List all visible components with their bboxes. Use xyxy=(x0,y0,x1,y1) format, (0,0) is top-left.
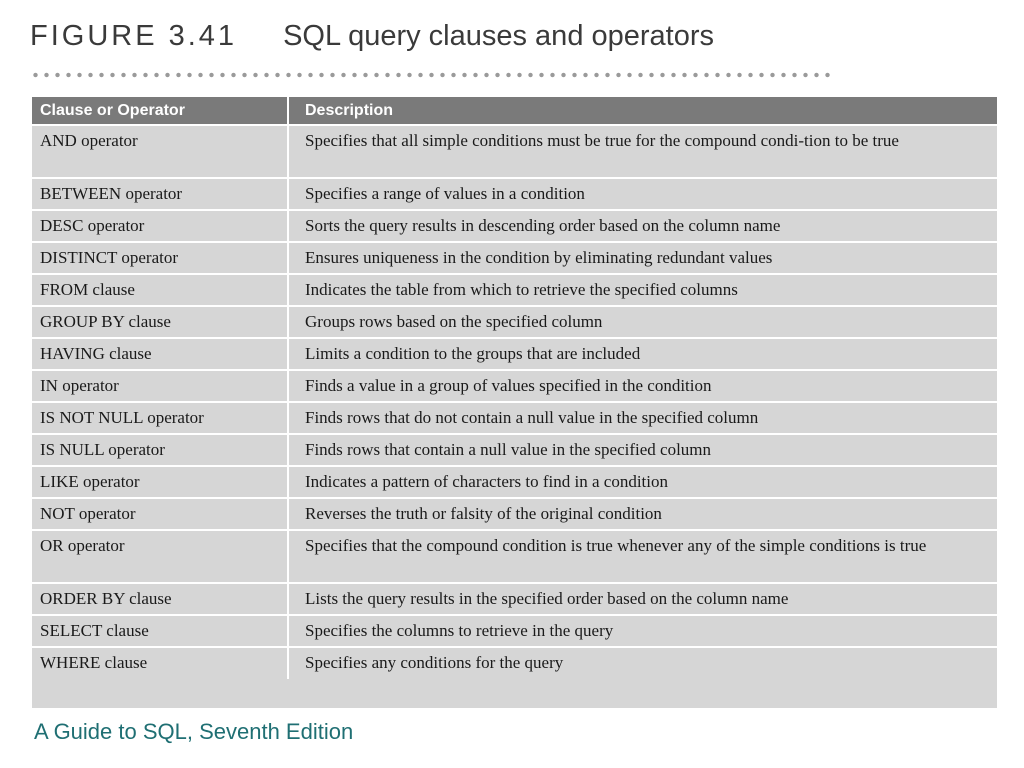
table-row xyxy=(32,210,997,242)
figure-label: FIGURE 3.41 xyxy=(30,20,238,52)
clause-cell: HAVING clause xyxy=(32,338,288,370)
description-cell: Finds rows that contain a null value in the specified column xyxy=(288,434,997,466)
clause-cell: DISTINCT operator xyxy=(32,242,288,274)
footer-caption: A Guide to SQL, Seventh Edition xyxy=(34,719,354,744)
table-row xyxy=(32,583,997,615)
table-row xyxy=(32,498,997,530)
table-row xyxy=(32,306,997,338)
header-description: Description xyxy=(288,97,997,125)
header-clause: Clause or Operator xyxy=(32,97,288,125)
table-body xyxy=(32,125,997,679)
table-row xyxy=(32,125,997,178)
description-cell: Indicates the table from which to retrieve the specified columns xyxy=(288,274,997,306)
clause-cell: FROM clause xyxy=(32,274,288,306)
clause-cell: AND operator xyxy=(32,125,288,178)
clause-cell: DESC operator xyxy=(32,210,288,242)
clause-cell: BETWEEN operator xyxy=(32,178,288,210)
table-row xyxy=(32,434,997,466)
description-cell: Sorts the query results in descending order based on the column name xyxy=(288,210,997,242)
description-cell: Specifies the columns to retrieve in the query xyxy=(288,615,997,647)
table-row xyxy=(32,530,997,583)
clause-cell: WHERE clause xyxy=(32,647,288,679)
description-cell: Lists the query results in the specified order based on the column name xyxy=(288,583,997,615)
clause-cell: NOT operator xyxy=(32,498,288,530)
clause-cell: SELECT clause xyxy=(32,615,288,647)
description-cell: Specifies that all simple conditions must be true for the compound condi-tion to be true xyxy=(288,125,997,178)
description-cell: Finds rows that do not contain a null value in the specified column xyxy=(288,402,997,434)
table-row xyxy=(32,274,997,306)
clause-cell: LIKE operator xyxy=(32,466,288,498)
figure-title: SQL query clauses and operators xyxy=(283,20,715,52)
dotted-divider xyxy=(30,72,830,78)
table-row xyxy=(32,370,997,402)
table-row xyxy=(32,615,997,647)
description-cell: Finds a value in a group of values specified in the condition xyxy=(288,370,997,402)
description-cell: Limits a condition to the groups that are included xyxy=(288,338,997,370)
description-cell: Groups rows based on the specified column xyxy=(288,306,997,338)
clause-cell: IS NULL operator xyxy=(32,434,288,466)
clause-cell: ORDER BY clause xyxy=(32,583,288,615)
table-row xyxy=(32,402,997,434)
clause-cell: IS NOT NULL operator xyxy=(32,402,288,434)
clause-cell: IN operator xyxy=(32,370,288,402)
description-cell: Reverses the truth or falsity of the original condition xyxy=(288,498,997,530)
clause-cell: GROUP BY clause xyxy=(32,306,288,338)
description-cell: Specifies a range of values in a condition xyxy=(288,178,997,210)
table-header-row xyxy=(32,97,997,125)
description-cell: Specifies any conditions for the query xyxy=(288,647,997,679)
table-row xyxy=(32,242,997,274)
clause-table-container xyxy=(32,97,997,708)
table-row xyxy=(32,647,997,679)
table-row xyxy=(32,338,997,370)
table-row xyxy=(32,466,997,498)
description-cell: Specifies that the compound condition is true whenever any of the simple conditions is true xyxy=(288,530,997,583)
figure-header xyxy=(30,20,714,53)
clause-table xyxy=(32,97,997,679)
clause-cell: OR operator xyxy=(32,530,288,583)
description-cell: Ensures uniqueness in the condition by eliminating redundant values xyxy=(288,242,997,274)
table-row xyxy=(32,178,997,210)
description-cell: Indicates a pattern of characters to find in a condition xyxy=(288,466,997,498)
